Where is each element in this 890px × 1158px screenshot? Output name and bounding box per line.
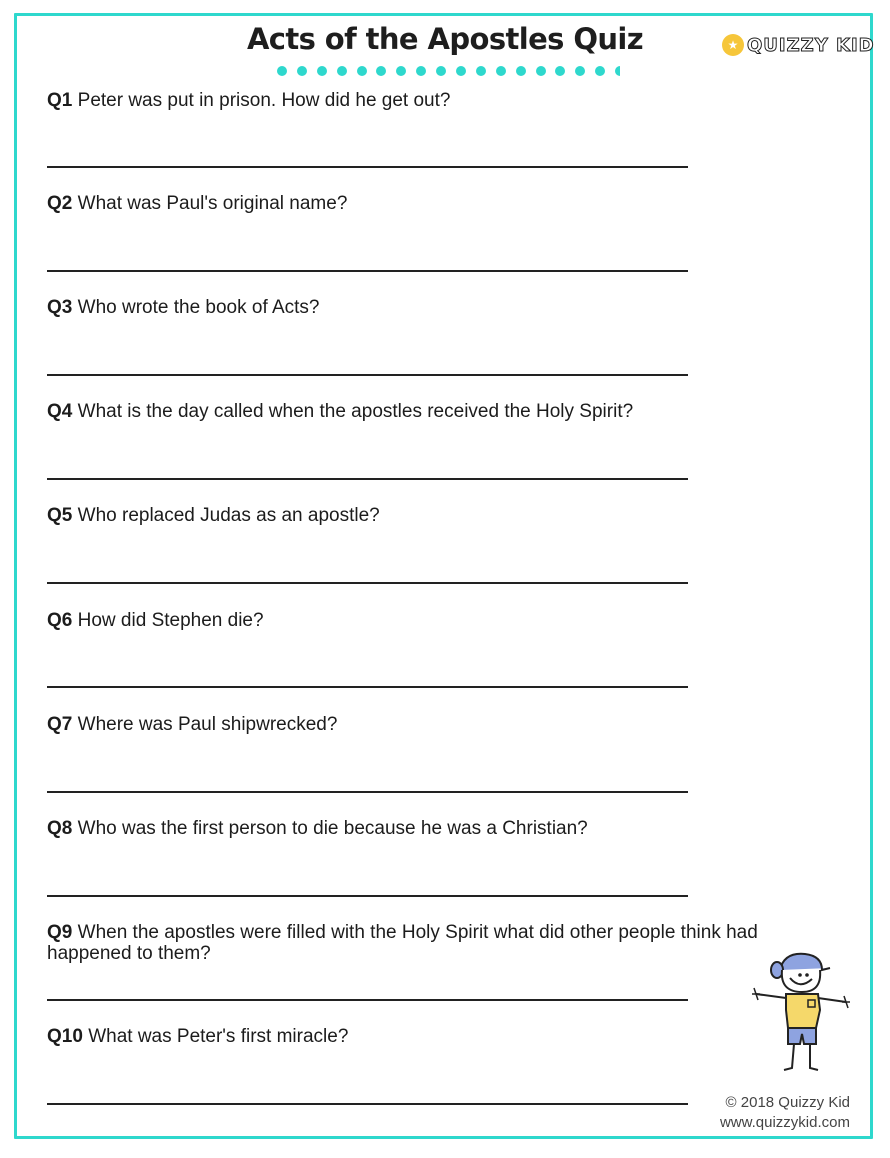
question-7 <box>47 714 847 735</box>
kid-cartoon-illustration <box>750 948 850 1076</box>
question-text: Where was Paul shipwrecked? <box>77 714 338 735</box>
quizzy-kid-logo <box>722 34 875 56</box>
question-text: When the apostles were filled with the Holy Spirit what did other people think had happened to them? <box>47 922 758 964</box>
question-text: Who was the first person to die because he was a Christian? <box>77 818 588 839</box>
footer-credits <box>720 1093 850 1133</box>
question-number: Q4 <box>47 401 73 422</box>
question-number: Q6 <box>47 610 73 631</box>
answer-line-7[interactable] <box>47 791 688 793</box>
answer-line-2[interactable] <box>47 270 688 272</box>
question-4 <box>47 401 847 422</box>
question-10 <box>47 1026 847 1047</box>
answer-line-6[interactable] <box>47 686 688 688</box>
question-text: Who replaced Judas as an apostle? <box>77 505 380 526</box>
title-dotted-underline <box>277 66 620 78</box>
question-text: Peter was put in prison. How did he get out? <box>77 90 451 111</box>
question-number: Q9 <box>47 922 73 943</box>
answer-line-3[interactable] <box>47 374 688 376</box>
answer-line-1[interactable] <box>47 166 688 168</box>
question-3 <box>47 297 847 318</box>
question-1 <box>47 90 847 111</box>
quiz-title: Acts of the Apostles Quiz <box>246 22 644 56</box>
question-text: Who wrote the book of Acts? <box>77 297 320 318</box>
website-link[interactable]: www.quizzykid.com <box>719 1114 850 1131</box>
question-number: Q3 <box>47 297 73 318</box>
question-text: What was Paul's original name? <box>77 193 348 214</box>
question-number: Q7 <box>47 714 73 735</box>
question-2 <box>47 193 847 214</box>
copyright-text: © 2018 Quizzy Kid <box>725 1094 850 1111</box>
question-number: Q5 <box>47 505 73 526</box>
answer-line-5[interactable] <box>47 582 688 584</box>
page-border <box>14 13 873 1139</box>
question-text: What is the day called when the apostles received the Holy Spirit? <box>77 401 634 422</box>
question-number: Q10 <box>47 1026 83 1047</box>
question-number: Q8 <box>47 818 73 839</box>
question-9 <box>47 922 847 964</box>
question-text: What was Peter's first miracle? <box>88 1026 349 1047</box>
question-text: How did Stephen die? <box>77 610 264 631</box>
question-8 <box>47 818 847 839</box>
answer-line-8[interactable] <box>47 895 688 897</box>
question-6 <box>47 610 847 631</box>
answer-line-9[interactable] <box>47 999 688 1001</box>
question-number: Q1 <box>47 90 73 111</box>
shooting-star-icon: ★ <box>722 34 744 56</box>
question-5 <box>47 505 847 526</box>
answer-line-4[interactable] <box>47 478 688 480</box>
question-number: Q2 <box>47 193 73 214</box>
logo-text: QUIZZY KID <box>747 34 875 56</box>
answer-line-10[interactable] <box>47 1103 688 1105</box>
